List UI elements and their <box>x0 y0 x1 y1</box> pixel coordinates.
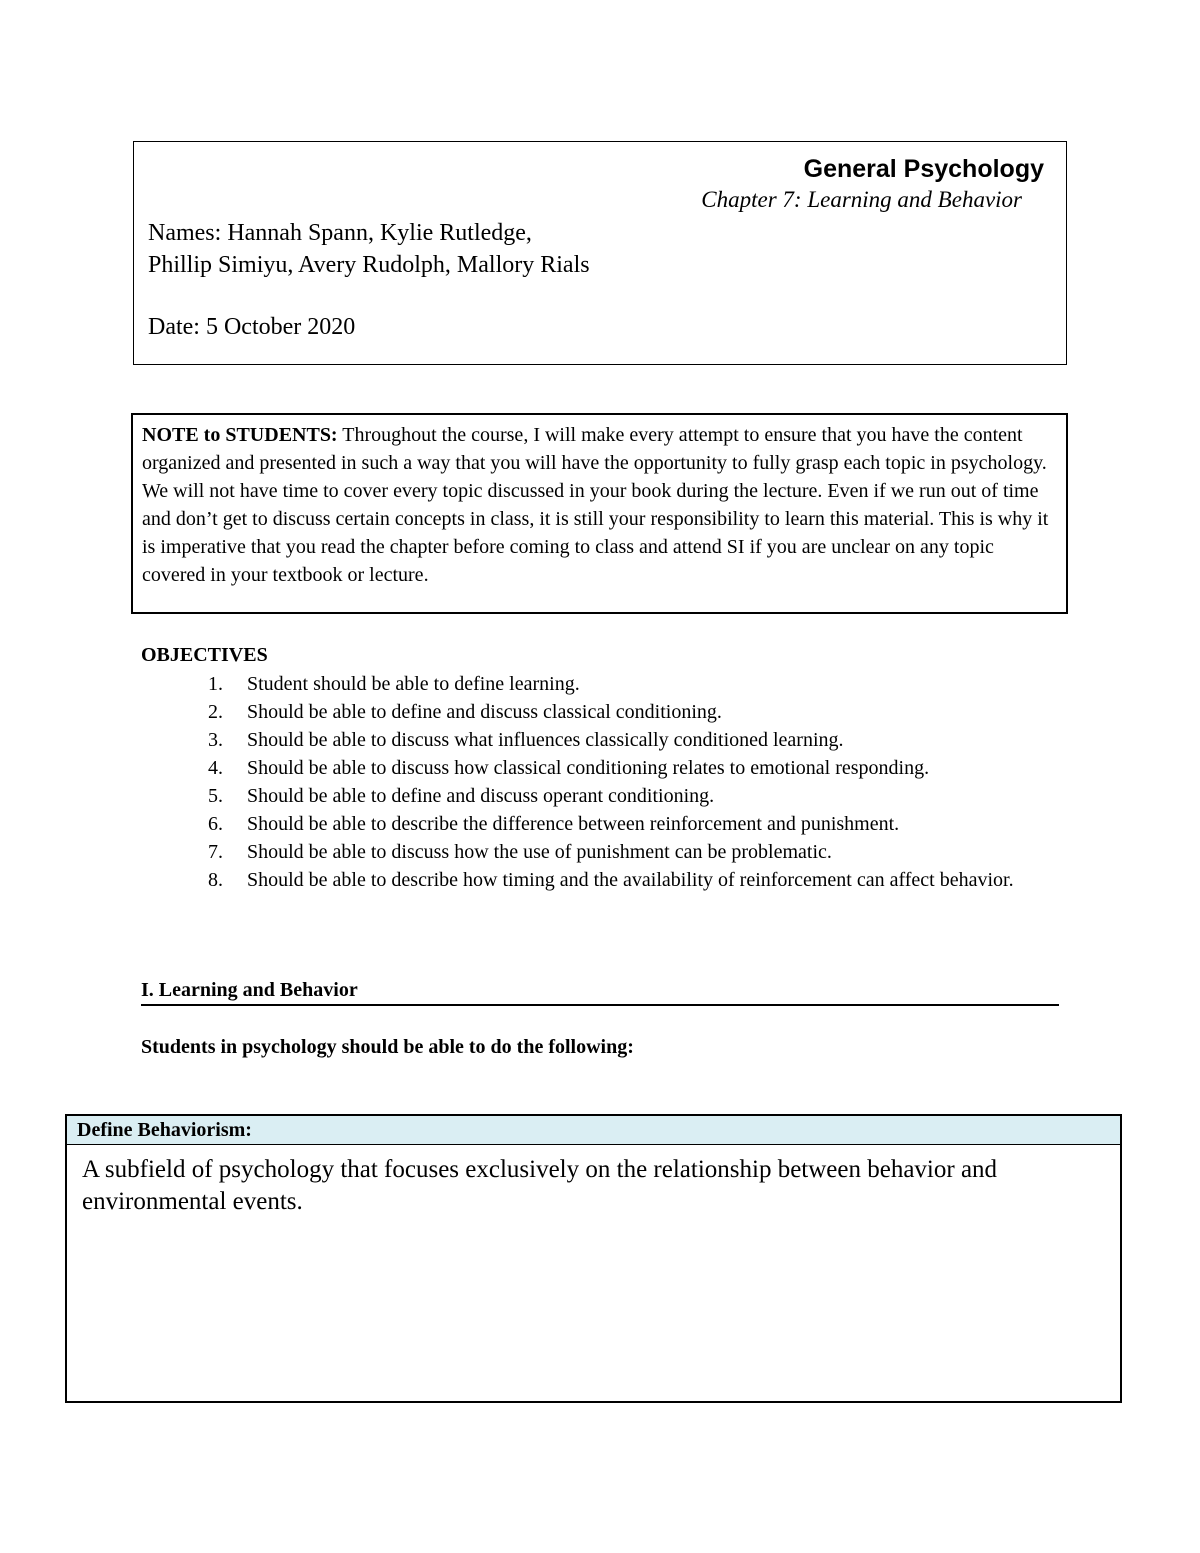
names <box>148 217 590 281</box>
objective-item <box>208 670 1068 698</box>
objective-number: 2. <box>208 701 223 723</box>
objective-item <box>208 838 1068 866</box>
objective-text: Should be able to discuss how the use of punishment can be problematic. <box>247 841 832 863</box>
objective-text: Student should be able to define learning. <box>247 673 580 695</box>
names-line-1: Names: Hannah Spann, Kylie Rutledge, <box>148 220 532 246</box>
objective-number: 6. <box>208 813 223 835</box>
define-behaviorism-box <box>65 1114 1122 1403</box>
names-line-2: Phillip Simiyu, Avery Rudolph, Mallory Rials <box>148 252 590 278</box>
objective-item <box>208 754 1068 782</box>
define-behaviorism-label: Define Behaviorism: <box>67 1116 1121 1145</box>
objective-number: 5. <box>208 785 223 807</box>
objectives-list <box>208 670 1068 894</box>
objective-text: Should be able to define and discuss operant conditioning. <box>247 785 715 807</box>
objective-text: Should be able to discuss how classical conditioning relates to emotional responding. <box>247 757 930 779</box>
objective-text: Should be able to describe how timing and the availability of reinforcement can affect behavior. <box>247 869 1014 891</box>
objective-item <box>208 810 1068 838</box>
chapter-title: Chapter 7: Learning and Behavior <box>701 187 1022 212</box>
section-heading: I. Learning and Behavior <box>141 976 1059 1006</box>
note-label: NOTE to STUDENTS: <box>142 424 338 446</box>
note-text: Throughout the course, I will make every attempt to ensure that you have the content organized and presented in such a way that you will have the opportunity to fully grasp each topic in psychology. We will not have time to cover every topic discussed in your book during the lecture. Even if we run out of time and don’t get to discuss certain concepts in class, it is still your responsibility to learn this material. This is why it is imperative that you read the chapter before coming to class and attend SI if you are unclear on any topic covered in your textbook or lecture. <box>142 424 1049 586</box>
objective-number: 3. <box>208 729 223 751</box>
objective-item <box>208 782 1068 810</box>
objectives-heading: OBJECTIVES <box>141 644 268 666</box>
objective-item <box>208 698 1068 726</box>
objective-number: 4. <box>208 757 223 779</box>
objective-text: Should be able to define and discuss classical conditioning. <box>247 701 722 723</box>
objective-item <box>208 866 1068 894</box>
objective-text: Should be able to describe the difference between reinforcement and punishment. <box>247 813 900 835</box>
objective-number: 7. <box>208 841 223 863</box>
course-title: General Psychology <box>803 155 1044 183</box>
define-behaviorism-answer[interactable]: A subfield of psychology that focuses exclusively on the relationship between behavior and environmental events. <box>82 1156 998 1215</box>
section-subtitle: Students in psychology should be able to do the following: <box>141 1036 634 1058</box>
header-box <box>133 141 1067 365</box>
objective-number: 1. <box>208 673 223 695</box>
note-to-students-box <box>131 413 1068 614</box>
objective-number: 8. <box>208 869 223 891</box>
date-line: Date: 5 October 2020 <box>148 314 356 340</box>
objective-item <box>208 726 1068 754</box>
objective-text: Should be able to discuss what influences classically conditioned learning. <box>247 729 844 751</box>
